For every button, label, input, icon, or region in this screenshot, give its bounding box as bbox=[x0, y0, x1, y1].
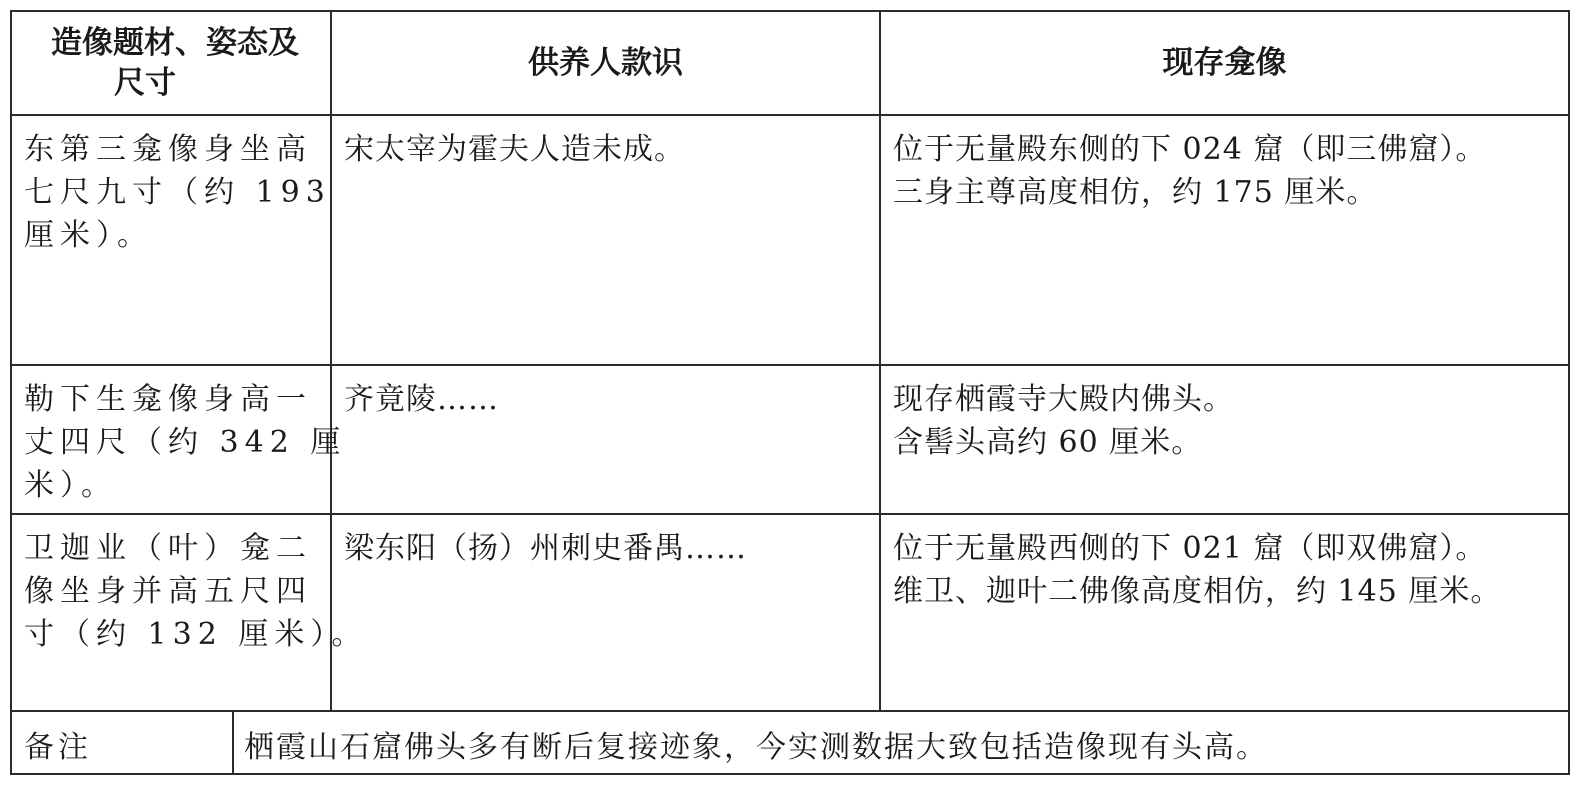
header-donor: 供养人款识 bbox=[331, 11, 880, 115]
subject-line: 勒下生龛像身高一 bbox=[24, 382, 312, 417]
subject-cell bbox=[11, 514, 368, 711]
note-row bbox=[11, 711, 1569, 774]
note-label: 备注 bbox=[11, 711, 233, 774]
subject-line: 丈四尺（约 342 厘 bbox=[24, 425, 347, 460]
existing-cell bbox=[880, 514, 1569, 711]
subject-line: 寸（约 132 厘米）。 bbox=[24, 617, 368, 652]
subject-cell bbox=[11, 115, 331, 365]
table-row bbox=[11, 365, 1569, 514]
donor-text: 齐竟陵…… bbox=[344, 382, 499, 417]
subject-line: 卫迦业（叶）龛二 bbox=[24, 531, 312, 566]
existing-line: 位于无量殿西侧的下 021 窟（即双佛窟）。 bbox=[893, 531, 1487, 566]
subject-line: 米）。 bbox=[24, 468, 117, 503]
subject-cell bbox=[11, 365, 347, 514]
existing-line: 维卫、迦叶二佛像高度相仿，约 145 厘米。 bbox=[893, 574, 1502, 609]
note-text: 栖霞山石窟佛头多有断后复接迹象，今实测数据大致包括造像现有头高。 bbox=[233, 711, 1569, 774]
subject-line: 像坐身并高五尺四 bbox=[24, 574, 312, 609]
existing-cell bbox=[880, 115, 1569, 365]
existing-line: 现存栖霞寺大殿内佛头。 bbox=[893, 382, 1234, 417]
subject-line: 七尺九寸（约 193 bbox=[24, 175, 331, 210]
header-subject-line-2: 尺寸 bbox=[114, 65, 176, 101]
donor-text: 宋太宰为霍夫人造未成。 bbox=[344, 132, 685, 167]
sculpture-table bbox=[10, 10, 1570, 775]
subject-line: 东第三龛像身坐高 bbox=[24, 132, 312, 167]
existing-cell bbox=[880, 365, 1569, 514]
subject-line: 厘米）。 bbox=[24, 218, 153, 253]
table-row bbox=[11, 115, 1569, 365]
existing-line: 含髻头高约 60 厘米。 bbox=[893, 425, 1203, 460]
header-row bbox=[11, 11, 1569, 115]
donor-cell bbox=[331, 514, 880, 711]
header-subject bbox=[11, 11, 331, 115]
header-subject-line-1: 造像题材、姿态及 bbox=[51, 25, 299, 61]
donor-text: 梁东阳（扬）州刺史番禺…… bbox=[344, 531, 747, 566]
donor-cell bbox=[331, 115, 880, 365]
donor-cell bbox=[331, 365, 880, 514]
table-row bbox=[11, 514, 1569, 711]
existing-line: 三身主尊高度相仿，约 175 厘米。 bbox=[893, 175, 1378, 210]
header-existing: 现存龛像 bbox=[880, 11, 1569, 115]
existing-line: 位于无量殿东侧的下 024 窟（即三佛窟）。 bbox=[893, 132, 1487, 167]
